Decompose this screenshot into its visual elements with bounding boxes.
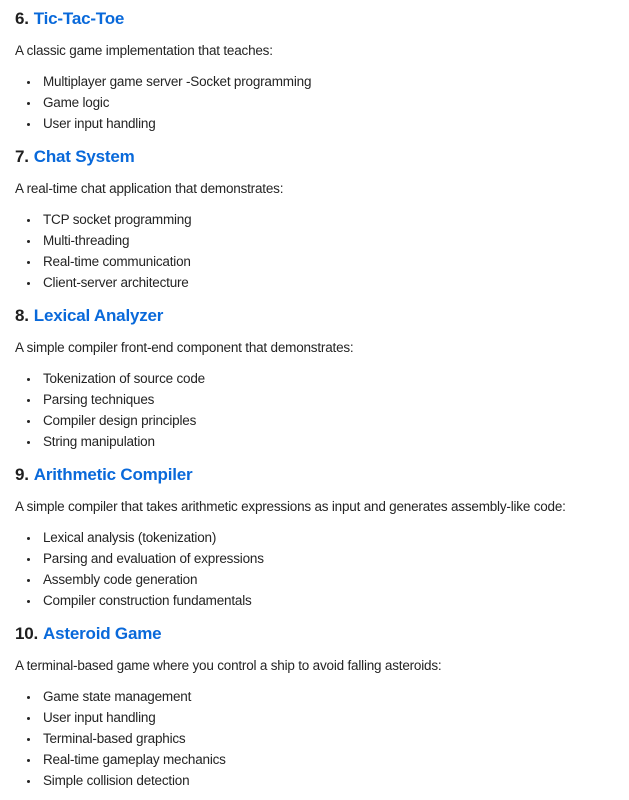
section-number: 7.	[15, 147, 29, 166]
bullet-item: • Simple collision detection	[40, 770, 613, 791]
bullet-item: • Multiplayer game server -Socket programming	[40, 71, 613, 92]
bullet-item: • Real-time gameplay mechanics	[40, 749, 613, 770]
bullet-item: • Game state management	[40, 686, 613, 707]
bullet-item: • Assembly code generation	[40, 569, 613, 590]
bullet-item: • Parsing and evaluation of expressions	[40, 548, 613, 569]
project-section	[15, 624, 613, 791]
section-description: A simple compiler front-end component that demonstrates:	[15, 340, 354, 355]
section-description: A classic game implementation that teaches:	[15, 43, 273, 58]
section-description: A terminal-based game where you control a ship to avoid falling asteroids:	[15, 658, 442, 673]
section-heading	[15, 306, 613, 326]
section-description: A real-time chat application that demonstrates:	[15, 181, 284, 196]
bullet-item: • Tokenization of source code	[40, 368, 613, 389]
bullet-item: • Compiler construction fundamentals	[40, 590, 613, 611]
section-title-link[interactable]: Chat System	[33, 147, 135, 166]
project-section	[15, 465, 613, 611]
section-number: 8.	[15, 306, 29, 325]
section-number: 6.	[15, 9, 29, 28]
section-heading	[15, 147, 613, 167]
section-heading	[15, 624, 613, 644]
section-description: A simple compiler that takes arithmetic expressions as input and generates assembly-like code:	[15, 499, 566, 514]
section-heading	[15, 9, 613, 29]
section-number: 9.	[15, 465, 29, 484]
bullet-item: • Parsing techniques	[40, 389, 613, 410]
section-bullet-list	[15, 209, 613, 293]
section-heading	[15, 465, 613, 485]
project-section	[15, 147, 613, 293]
section-title-link[interactable]: Asteroid Game	[43, 624, 162, 643]
bullet-item: • Real-time communication	[40, 251, 613, 272]
project-section	[15, 9, 613, 134]
bullet-item: • User input handling	[40, 707, 613, 728]
bullet-item: • Game logic	[40, 92, 613, 113]
section-bullet-list	[15, 527, 613, 611]
bullet-item: • TCP socket programming	[40, 209, 613, 230]
bullet-item: • Client-server architecture	[40, 272, 613, 293]
bullet-item: • Multi-threading	[40, 230, 613, 251]
section-bullet-list	[15, 71, 613, 134]
section-number: 10.	[15, 624, 39, 643]
bullet-item: • Lexical analysis (tokenization)	[40, 527, 613, 548]
section-bullet-list	[15, 368, 613, 452]
bullet-item: • User input handling	[40, 113, 613, 134]
project-section	[15, 306, 613, 452]
section-title-link[interactable]: Tic-Tac-Toe	[33, 9, 125, 28]
section-bullet-list	[15, 686, 613, 791]
bullet-item: • Compiler design principles	[40, 410, 613, 431]
bullet-item: • Terminal-based graphics	[40, 728, 613, 749]
bullet-item: • String manipulation	[40, 431, 613, 452]
section-title-link[interactable]: Arithmetic Compiler	[33, 465, 193, 484]
section-title-link[interactable]: Lexical Analyzer	[33, 306, 164, 325]
